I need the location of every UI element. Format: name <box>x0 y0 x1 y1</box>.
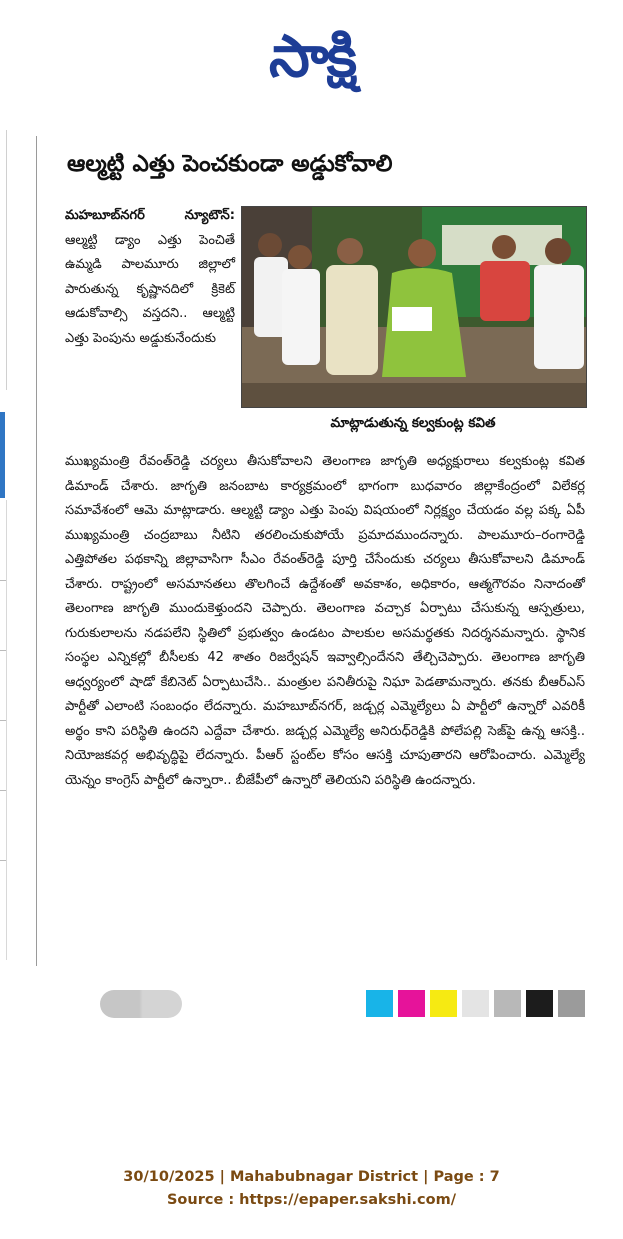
news-article <box>36 136 595 966</box>
footer-date-line: 30/10/2025 | Mahabubnagar District | Page : 7 <box>123 1169 500 1185</box>
footer-source-line: Source : https://epaper.sakshi.com/ <box>166 1192 457 1208</box>
page-edge-fragment <box>0 130 7 390</box>
page-edge-blue-strip <box>0 412 5 498</box>
press-meet-photo <box>242 207 586 407</box>
article-intro <box>65 204 235 351</box>
page-edge-tick <box>0 580 6 581</box>
photo-caption: మాట్లాడుతున్న కల్వకుంట్ల కవిత <box>330 415 496 431</box>
article-photo <box>241 206 587 408</box>
page-edge-tick <box>0 650 6 651</box>
article-intro-text: ఆల్మట్టి డ్యాం ఎత్తు పెంచితే ఉమ్మడి పాలమూరు జిల్లాలో పారుతున్న కృష్ణానదిలో క్రికెట్ ఆడుకోవాల్సి వస్తదని.. ఆల్మట్టి ఎత్తు పెంపును అడ్డుకునేందుకు <box>65 232 235 346</box>
page-edge-tick <box>0 720 6 721</box>
color-swatch <box>462 990 489 1017</box>
article-body: ముఖ్యమంత్రి రేవంత్‌రెడ్డి చర్యలు తీసుకోవాలని తెలంగాణ జాగృతి అధ్యక్షురాలు కల్వకుంట్ల కవిత డిమాండ్ చేశారు. జాగృతి జనంబాట కార్యక్రమంలో భాగంగా బుధవారం జిల్లాకేంద్రంలో విలేకర్ల సమావేశంలో ఆమె మాట్లాడారు. ఆల్మట్టి డ్యాం ఎత్తు పెంపు విషయంలో నిర్లక్ష్యం చేయడం వల్ల పక్క ఏపీ ముఖ్యమంత్రి చంద్రబాబు నీటిని తరలించుకుపోయే ప్రమాదముందన్నారు. పాలమూరు–రంగారెడ్డి ఎత్తిపోతల పథకాన్ని జిల్లావాసిగా సీఎం రేవంత్‌రెడ్డి పూర్తి చేసేందుకు చర్యలు తీసుకోవాలని డిమాండ్ చేశారు. రాష్ట్రంలో అసమానతలు తొలగించే ఉద్దేశంతో అవకాశం, అధికారం, ఆత్మగౌరవం నినాదంతో తెలంగాణ జాగృతి ముందుకెళ్తుందని చెప్పారు. తెలంగాణ వచ్చాక ఏర్పాటు చేసుకున్న ఆస్పత్రులు, గురుకులాలను నడపలేని స్థితిలో ప్రభుత్వం ఉండటం పాలకుల అసమర్థతకు నిదర్శనమన్నారు. స్థానిక సంస్థల ఎన్నికల్లో బీసీలకు 42 శాతం రిజర్వేషన్ ఇవ్వాల్సిందేనని తేల్చిచెప్పారు. తెలంగాణ జాగృతి ఆధ్వర్యంలో షాడో కేబినెట్ ఏర్పాటుచేసి.. మంత్రుల పనితీరుపై నిఘా పెడతామన్నారు. తనకు బీఆర్ఎస్ పార్టీతో ఎలాంటి సంబంధం లేదన్నారు. మహబూబ్‌నగర్, జడ్చర్ల ఎమ్మెల్యేలు ఏ పార్టీలో ఉన్నారో ఎవరికీ అర్థం కాని పరిస్థితి ఉందని ఎద్దేవా చేశారు. జడ్చర్ల ఎమ్మెల్యే అనిరుధ్‌రెడ్డికి పోలేపల్లి సెజ్‌పై ఉన్న ఆసక్తి.. నియోజకవర్గ అభివృద్ధిపై లేదన్నారు. పీఆర్ స్టంట్‌ల కోసం ఆసక్తి చూపుతారని ఆరోపించారు. ఎమ్మెల్యే యెన్నం కాంగ్రెస్ పార్టీలో ఉన్నారా.. బీజేపీలో ఉన్నారో తెలియని పరిస్థితి ఉందన్నారు. <box>65 454 585 788</box>
article-headline: ఆల్మట్టి ఎత్తు పెంచకుండా అడ్డుకోవాలి <box>67 151 393 177</box>
sakshi-logo <box>212 20 412 92</box>
page-edge-fragment <box>0 500 7 960</box>
print-registration-bar <box>100 990 590 1018</box>
color-swatch <box>430 990 457 1017</box>
page-edge-tick <box>0 790 6 791</box>
article-dateline: మహబూబ్‌నగర్ న్యూటౌన్: <box>65 208 235 223</box>
color-swatch <box>366 990 393 1017</box>
color-swatch <box>526 990 553 1017</box>
color-swatch <box>398 990 425 1017</box>
registration-pill <box>100 990 182 1018</box>
color-swatch <box>494 990 521 1017</box>
color-swatch <box>558 990 585 1017</box>
page-edge-tick <box>0 860 6 861</box>
logo-text: సాక్షి <box>268 22 356 90</box>
page-footer <box>0 1166 623 1212</box>
